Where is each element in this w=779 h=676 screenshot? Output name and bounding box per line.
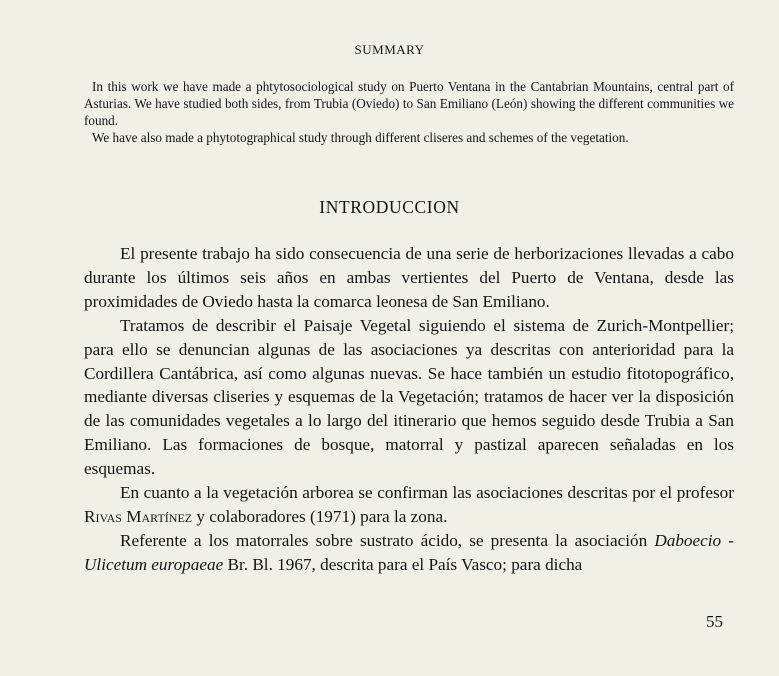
- intro-paragraph-3-end: y colaboradores (1971) para la zona.: [196, 506, 448, 526]
- intro-paragraph-4: [84, 529, 734, 577]
- summary-heading: SUMMARY: [354, 42, 425, 57]
- summary-paragraph-1: [84, 78, 734, 129]
- summary-paragraph-2: [84, 129, 734, 146]
- intro-paragraph-3: [84, 481, 734, 529]
- summary-section: [84, 78, 734, 146]
- introduction-body: [84, 242, 734, 577]
- summary-paragraph-2-text: We have also made a phytotographical study through different cliseres and schemes of the vegetation.: [92, 130, 629, 145]
- author-name: Rivas Martínez: [84, 506, 193, 526]
- introduction-heading: INTRODUCCION: [319, 197, 460, 217]
- intro-paragraph-2: Tratamos de describir el Paisaje Vegetal siguiendo el sistema de Zurich-Montpellier; para ello se denuncian algunas de las asociaciones ya descritas con anterioridad para la Cordillera Cantábrica, así como algunas nuevas. Se hace también un estudio fitotopográfico, mediante diversas cliseries y esquemas de la Vegetación; tratamos de hacer ver la disposición de las comunidades vegetales a lo largo del itinerario que hemos seguido desde Trubia a San Emiliano. Las formaciones de bosque, matorral y pastizal aparecen señaladas en los esquemas.: [84, 315, 734, 479]
- intro-paragraph-4-start: Referente a los matorrales sobre sustrato ácido, se presenta la asociación: [120, 530, 648, 550]
- intro-paragraph-3-start: En cuanto a la vegetación arborea se confirman las asociaciones descritas por el profesor: [120, 483, 734, 503]
- summary-paragraph-1-text: In this work we have made a phtytosociological study on Puerto Ventana in the Cantabrian Mountains, central part of Asturias. We have studied both sides, from Trubia (Oviedo) to San Emiliano (León) showing the different communities we found.: [84, 79, 734, 128]
- taxon-name: Daboecio - Ulicetum europaeae: [84, 530, 735, 574]
- intro-paragraph-4-end: Br. Bl. 1967, descrita para el País Vasco; para dicha: [227, 554, 583, 574]
- page-number: 55: [706, 612, 723, 631]
- intro-paragraph-1: El presente trabajo ha sido consecuencia de una serie de herborizaciones llevadas a cabo durante los últimos seis años en ambas vertientes del Puerto de Ventana, desde las proximidades de Oviedo hasta la comarca leonesa de San Emiliano.: [84, 244, 734, 311]
